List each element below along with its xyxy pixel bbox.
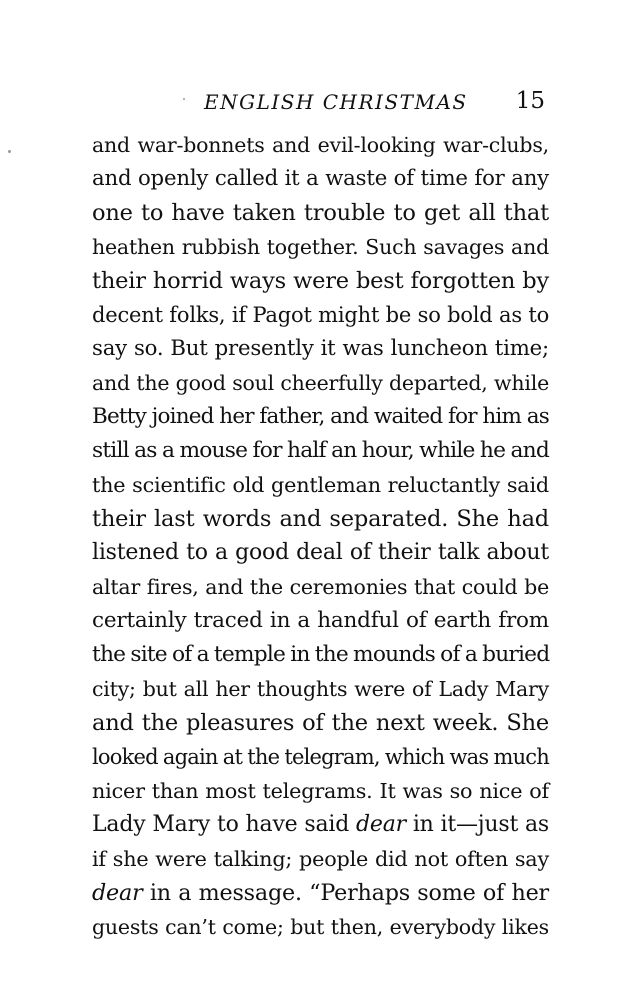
text-line: heathen rubbish together. Such savages and [92,235,549,259]
text-line: say so. But presently it was luncheon time; [92,336,549,361]
text-line: decent folks, if Pagot might be so bold as to [92,303,550,327]
text-line: city; but all her thoughts were of Lady Mary [92,677,549,701]
paper-speck [8,150,11,153]
text-line: and openly called it a waste of time for any [92,166,549,191]
text-line: the scientific old gentleman reluctantly said [92,473,549,497]
text-line: certainly traced in a handful of earth from [92,608,549,633]
text-line: and the pleasures of the next week. She [92,710,549,736]
text-line: guests can’t come; but then, everybody likes [92,915,549,939]
text-line: Betty joined her father, and waited for him as [92,404,549,429]
text-line: and the good soul cheerfully departed, while [92,371,549,395]
text-line: altar fires, and the ceremonies that could be [92,575,549,599]
text-line: dear in a message. “Perhaps some of her [92,880,549,906]
text-line: listened to a good deal of their talk about [92,540,549,565]
text-line: their horrid ways were best forgotten by [92,268,549,294]
text-line: their last words and separated. She had [92,506,549,532]
text-line: looked again at the telegram, which was much [92,745,549,769]
page-header [92,88,549,120]
text-line: and war-bonnets and evil-looking war-clubs, [92,133,549,157]
page-number: 15 [515,88,545,114]
running-title: ENGLISH CHRISTMAS [204,90,468,114]
italic-word: dear [92,880,143,906]
body-text [92,128,549,944]
italic-word: dear [356,812,406,837]
text-line: the site of a temple in the mounds of a buried [92,642,550,667]
text-line: one to have taken trouble to get all that [92,200,549,226]
text-line: if she were talking; people did not often say [92,847,549,871]
text-line: nicer than most telegrams. It was so nice of [92,779,549,803]
text-line: still as a mouse for half an hour, while he and [92,438,549,463]
text-line: Lady Mary to have said dear in it—just as [92,812,549,837]
